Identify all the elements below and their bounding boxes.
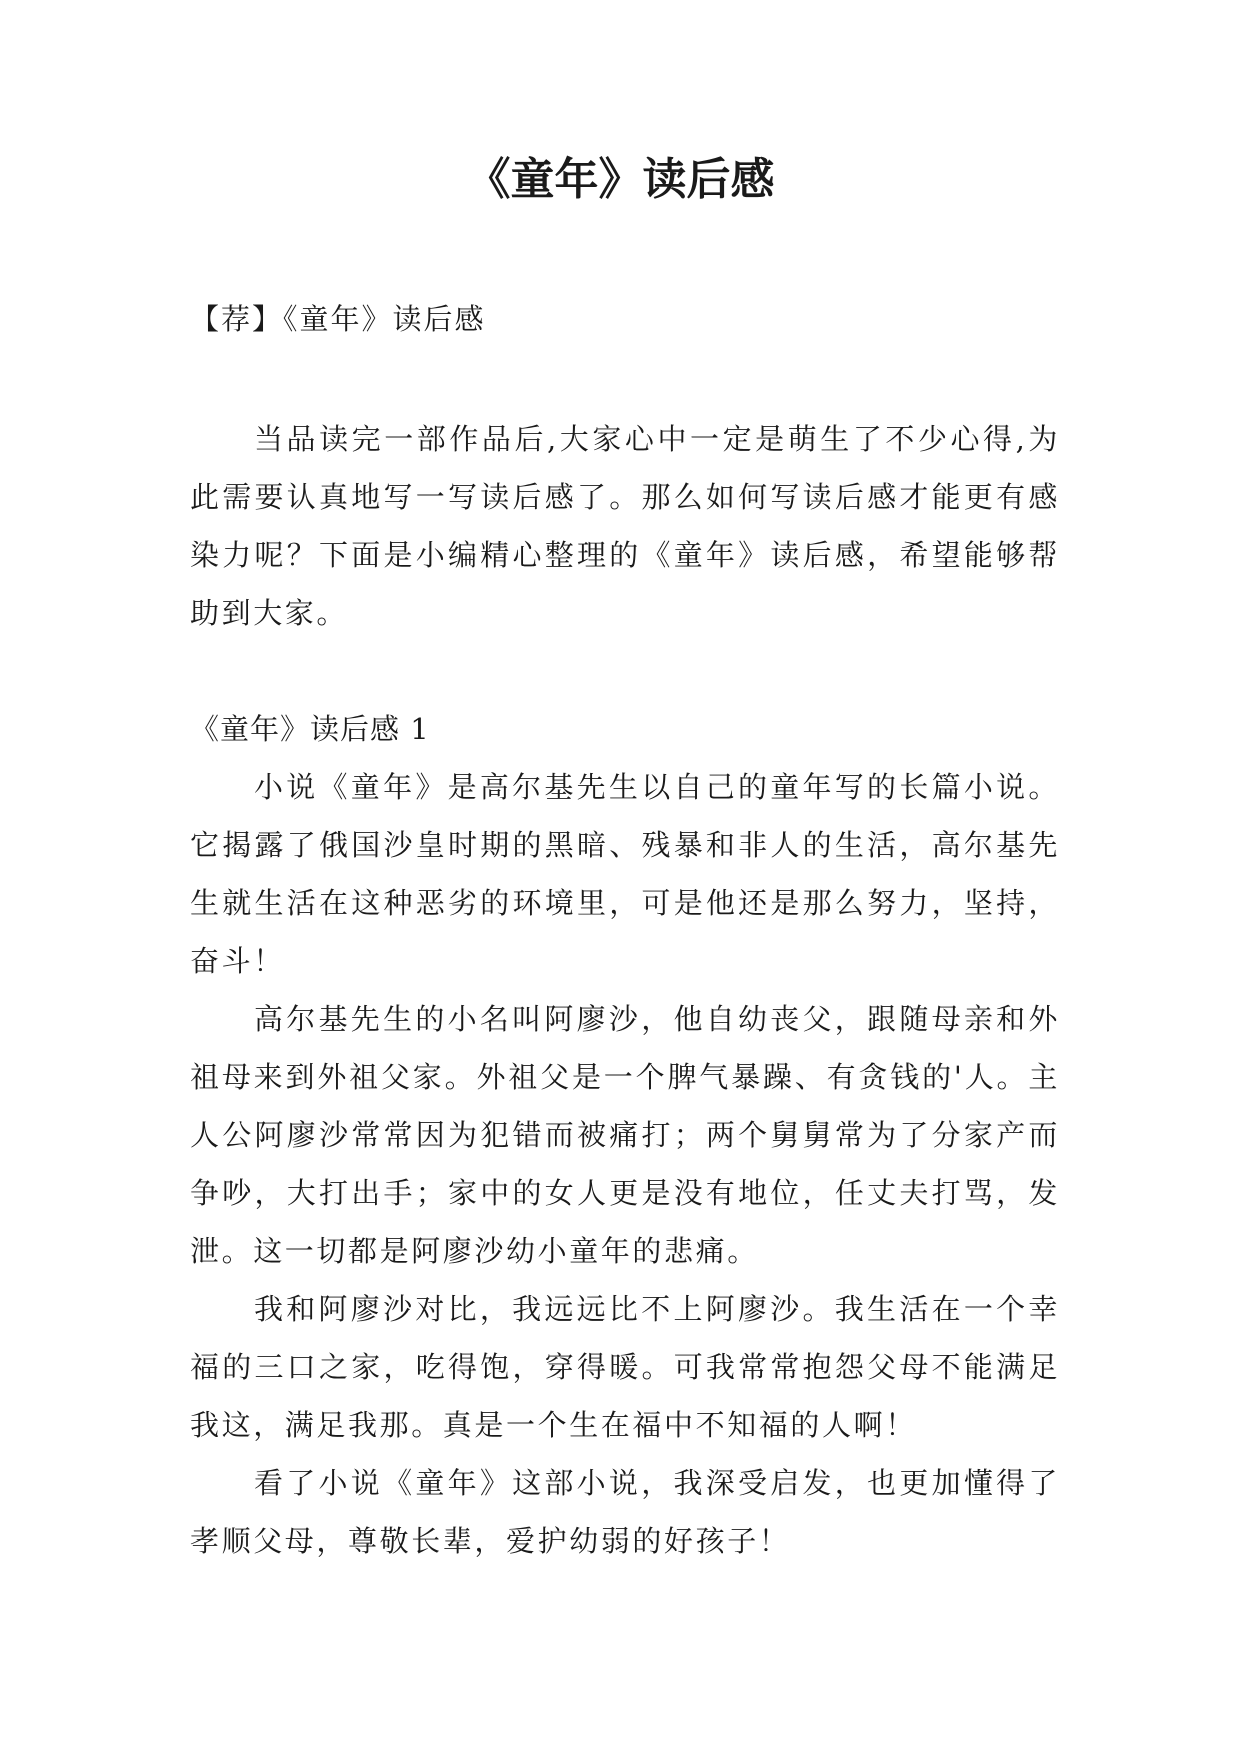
body-paragraph: 我和阿廖沙对比，我远远比不上阿廖沙。我生活在一个幸福的三口之家，吃得饱，穿得暖。可我常常抱怨父母不能满足我这，满足我那。真是一个生在福中不知福的人啊！ [190, 1292, 1060, 1442]
document-body [190, 289, 1060, 1570]
body-paragraph: 看了小说《童年》这部小说，我深受启发，也更加懂得了孝顺父母，尊敬长辈，爱护幼弱的好孩子！ [190, 1466, 1060, 1558]
intro-paragraph: 当品读完一部作品后,大家心中一定是萌生了不少心得,为此需要认真地写一写读后感了。那么如何写读后感才能更有感染力呢？下面是小编精心整理的《童年》读后感，希望能够帮助到大家。 [190, 422, 1060, 630]
section-heading: 《童年》读后感 1 [190, 712, 430, 746]
body-paragraph: 高尔基先生的小名叫阿廖沙，他自幼丧父，跟随母亲和外祖母来到外祖父家。外祖父是一个脾气暴躁、有贪钱的'人。主人公阿廖沙常常因为犯错而被痛打；两个舅舅常为了分家产而争吵，大打出手；家中的女人更是没有地位，任丈夫打骂，发泄。这一切都是阿廖沙幼小童年的悲痛。 [190, 1002, 1060, 1268]
document-subtitle: 【荐】《童年》读后感 [190, 302, 486, 336]
document-title: 《童年》读后感 [466, 154, 775, 205]
body-paragraph: 小说《童年》是高尔基先生以自己的童年写的长篇小说。它揭露了俄国沙皇时期的黑暗、残暴和非人的生活，高尔基先生就生活在这种恶劣的环境里，可是他还是那么努力，坚持，奋斗！ [190, 770, 1060, 978]
